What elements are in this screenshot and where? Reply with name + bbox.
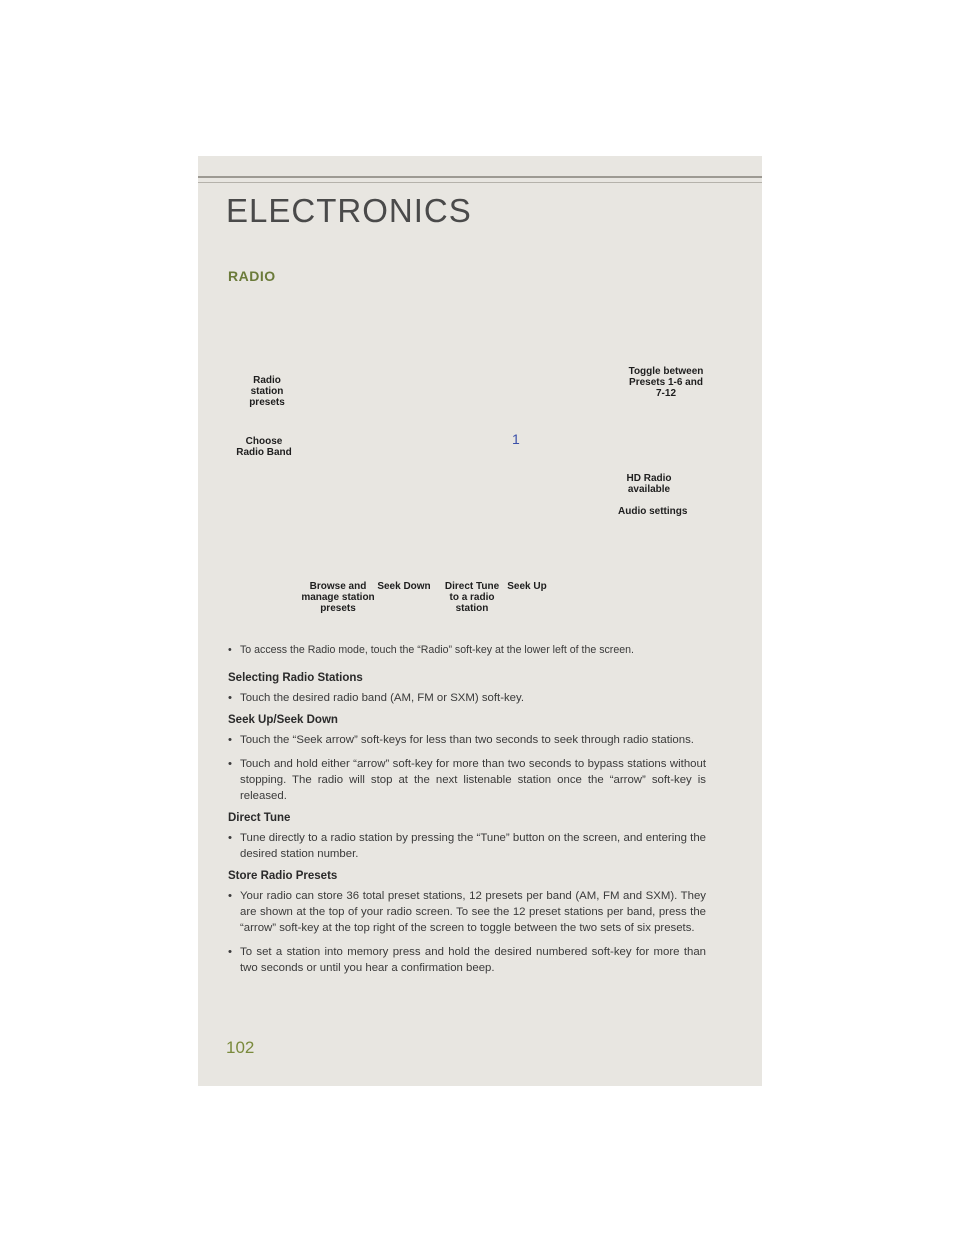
bullet-dot: • <box>228 692 232 704</box>
bullet-dot: • <box>228 946 232 958</box>
bullet-dot: • <box>228 734 232 746</box>
callout-hd-radio: HD Radio available <box>626 473 672 495</box>
section-heading: Selecting Radio Stations <box>228 672 363 684</box>
section-store-presets <box>228 870 706 976</box>
callout-browse-presets: Browse and manage station presets <box>301 581 375 614</box>
manual-page <box>198 156 762 1086</box>
list-item <box>228 888 706 936</box>
bullet-text: Tune directly to a radio station by pressing the “Tune” button on the screen, and entering the desired station number. <box>240 832 706 860</box>
bullet-dot: • <box>228 758 232 770</box>
list-item <box>228 944 706 976</box>
list-item <box>228 732 706 748</box>
list-item <box>228 756 706 804</box>
bullet-dot: • <box>228 644 232 656</box>
page-number: 102 <box>226 1038 255 1057</box>
bullet-dot: • <box>228 890 232 902</box>
header-rule <box>198 176 762 178</box>
callout-radio-band: Choose Radio Band <box>236 436 292 458</box>
bullet-dot: • <box>228 832 232 844</box>
callout-audio-settings: Audio settings <box>618 506 688 517</box>
section-title: ELECTRONICS <box>226 192 472 229</box>
bullet-text: Touch and hold either “arrow” soft-key for more than two seconds to bypass stations without stopping. The radio will stop at the next listenable station once the “arrow” soft-key is released. <box>240 758 706 802</box>
header-rule-thin <box>198 182 762 183</box>
list-item <box>228 830 706 862</box>
section-heading: Seek Up/Seek Down <box>228 714 338 726</box>
intro-bullet <box>228 642 706 658</box>
section-heading: Direct Tune <box>228 812 291 824</box>
section-heading: Store Radio Presets <box>228 870 338 882</box>
callout-seek-down: Seek Down <box>377 581 431 592</box>
figure-number: 1 <box>512 431 520 447</box>
section-selecting <box>228 672 706 706</box>
bullet-text: Touch the “Seek arrow” soft-keys for less than two seconds to seek through radio stations. <box>240 734 694 746</box>
section-direct-tune <box>228 812 706 862</box>
section-seek <box>228 714 706 804</box>
body-text <box>228 642 706 984</box>
bullet-text: To set a station into memory press and hold the desired numbered soft-key for more than two seconds or until you hear a confirmation beep. <box>240 946 706 974</box>
list-item <box>228 690 706 706</box>
callout-seek-up: Seek Up <box>507 581 547 592</box>
bullet-text: Your radio can store 36 total preset stations, 12 presets per band (AM, FM and SXM). They are shown at the top of your radio screen. To see the 12 preset stations per band, press the “arrow” soft-key at the top right of the screen to toggle between the two sets of six presets. <box>240 890 706 934</box>
callout-station-presets: Radio station presets <box>249 375 285 408</box>
callout-direct-tune: Direct Tune to a radio station <box>444 581 500 614</box>
subsection-title: RADIO <box>228 268 276 284</box>
callout-toggle-presets: Toggle between Presets 1-6 and 7-12 <box>628 366 704 399</box>
bullet-text: Touch the desired radio band (AM, FM or SXM) soft-key. <box>240 692 525 704</box>
intro-text: To access the Radio mode, touch the “Radio” soft-key at the lower left of the screen. <box>240 644 634 656</box>
